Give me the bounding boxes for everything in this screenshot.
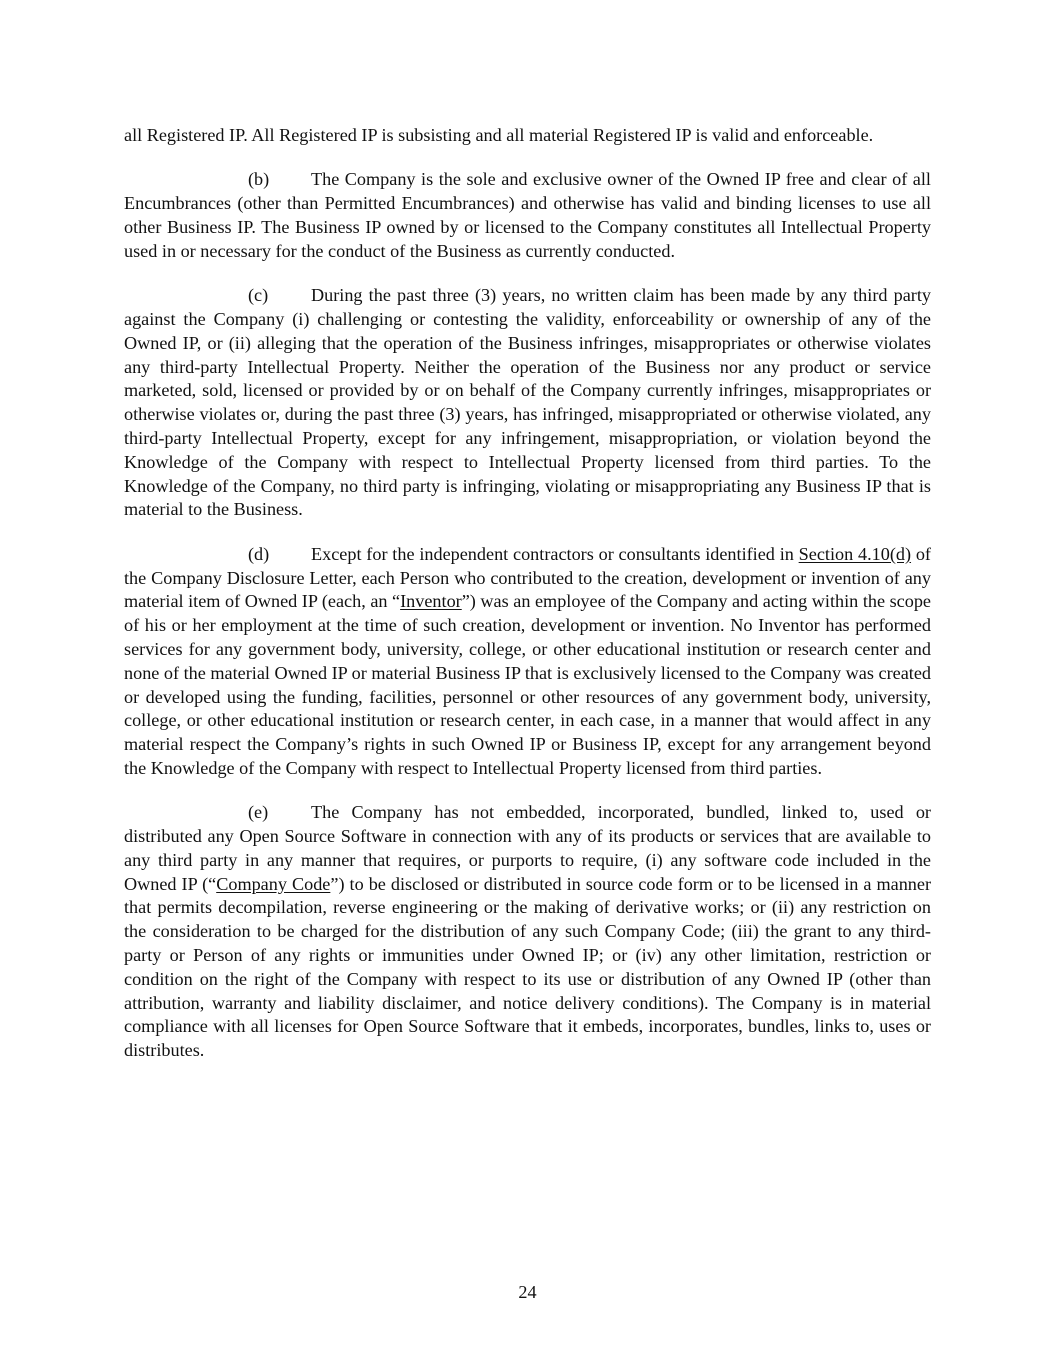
paragraph-e [124, 801, 931, 1063]
paragraph-text: Except for the independent contractors or consultants identified in [311, 543, 799, 564]
paragraph-c [124, 284, 931, 522]
section-reference: Section 4.10(d) [798, 543, 912, 564]
paragraph-text: The Company has not embedded, incorporated, bundled, linked to, used or distributed any Open Source Software in connection with any of its products or services that are available to any third party in any manner that requires, or purports to require, (i) any software code included in the Owned IP (“ [124, 802, 931, 894]
defined-term-company-code: Company Code [216, 873, 331, 894]
page-number: 24 [518, 1282, 537, 1302]
paragraph-text: The Company is the sole and exclusive owner of the Owned IP free and clear of all Encumbrances (other than Permitted Encumbrances) and otherwise has valid and binding licenses to use all other Business IP. The Business IP owned by or licensed to the Company constitutes all Intellectual Property used in or necessary for the conduct of the Business as currently conducted. [124, 169, 931, 261]
document-page [124, 124, 931, 1084]
paragraph-text: all Registered IP. All Registered IP is subsisting and all material Registered IP is valid and enforceable. [124, 125, 874, 145]
defined-term-inventor: Inventor [400, 591, 462, 612]
paragraph-continuation [124, 124, 931, 148]
paragraph-text: ”) to be disclosed or distributed in source code form or to be licensed in a manner that permits decompilation, reverse engineering or the making of derivative works; or (ii) any restriction on the consideration to be charged for the distribution of any such Company Code; (iii) the grant to any third-party or Person of any rights or immunities under Owned IP; or (iv) any other limitation, restriction or condition on the right of the Company with respect to its use or distribution of any Owned IP (other than attribution, warranty and liability disclaimer, and notice delivery conditions). The Company is in material compliance with all licenses for Open Source Software that it embeds, incorporates, bundles, links to, uses or distributes. [124, 873, 932, 1061]
paragraph-b [124, 168, 931, 263]
paragraph-label: (d) [248, 543, 270, 564]
paragraph-label: (b) [248, 169, 270, 190]
paragraph-d [124, 543, 931, 781]
paragraph-text: of the Company Disclosure Letter, each Person who contributed to the creation, development or invention of any material item of Owned IP (each, an “ [124, 543, 931, 612]
paragraph-label: (c) [248, 285, 269, 306]
paragraph-text: ”) was an employee of the Company and acting within the scope of his or her employment at the time of such creation, development or invention. No Inventor has performed services for any government body, university, college, or other educational institution or research center and none of the material Owned IP or material Business IP that is exclusively licensed to the Company was created or developed using the funding, facilities, personnel or other resources of any government body, university, college, or other educational institution or research center, in each case, in a manner that would affect in any material respect the Company’s rights in such Owned IP or Business IP, except for any arrangement beyond the Knowledge of the Company with respect to Intellectual Property licensed from third parties. [124, 591, 931, 778]
paragraph-label: (e) [248, 802, 269, 823]
paragraph-text: During the past three (3) years, no written claim has been made by any third party against the Company (i) challenging or contesting the validity, enforceability or ownership of any of the Owned IP, or (ii) alleging that the operation of the Business infringes, misappropriates or otherwise violates any third-party Intellectual Property. Neither the operation of the Business nor any product or service marketed, sold, licensed or provided by or on behalf of the Company currently infringes, misappropriates or otherwise violates or, during the past three (3) years, has infringed, misappropriated or otherwise violated, any third-party Intellectual Property, except for any infringement, misappropriation, or violation beyond the Knowledge of the Company with respect to Intellectual Property licensed from third parties. To the Knowledge of the Company, no third party is infringing, violating or misappropriating any Business IP that is material to the Business. [124, 285, 931, 520]
